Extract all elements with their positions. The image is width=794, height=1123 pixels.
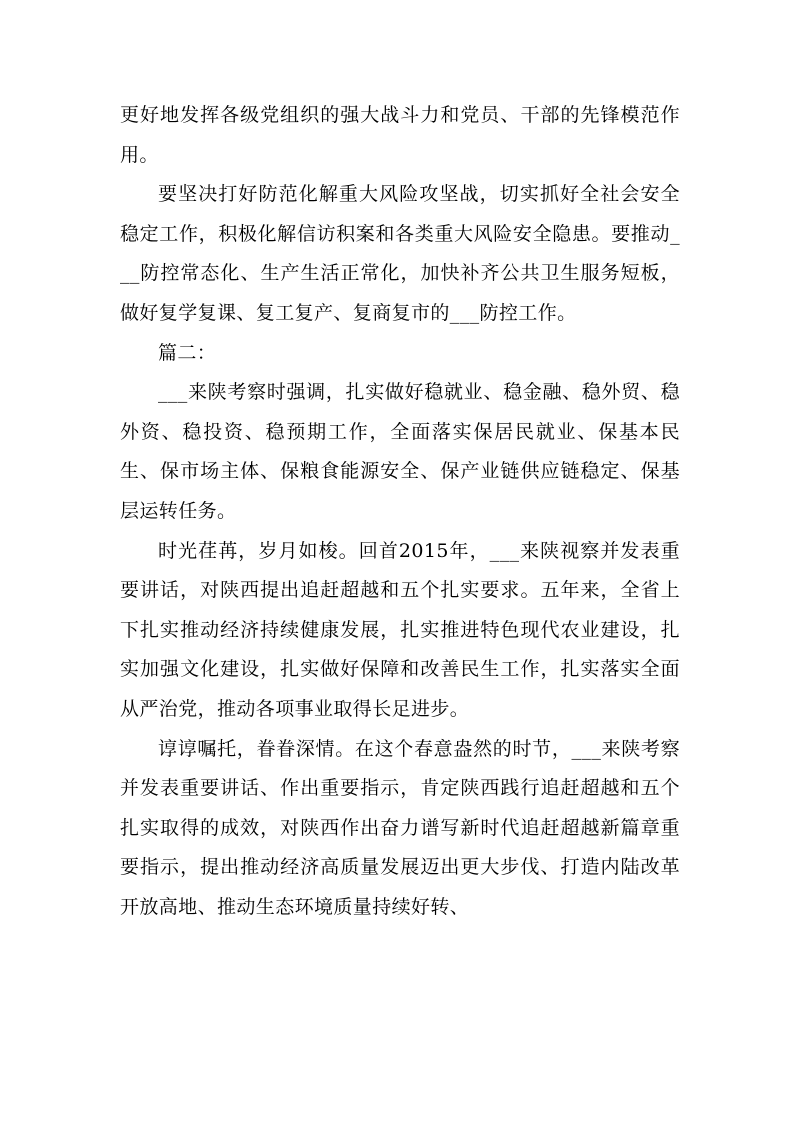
paragraph-continuation: 更好地发挥各级党组织的强大战斗力和党员、干部的先锋模范作用。	[120, 104, 680, 166]
paragraph-five-years-review: 时光荏苒，岁月如梭。回首2015年，___来陕视察并发表重要讲话，对陕西提出追赶超越和五个扎实要求。五年来，全省上下扎实推动经济持续健康发展，扎实推进特色现代农业建设，扎实加强文化建设，扎实做好保障和改善民生工作，扎实落实全面从严治党，推动各项事业取得长足进步。	[120, 539, 680, 720]
paragraph-risk-prevention: 要坚决打好防范化解重大风险攻坚战，切实抓好全社会安全稳定工作，积极化解信访积案和各类重大风险安全隐患。要推动___防控常态化、生产生活正常化，加快补齐公共卫生服务短板，做好复学复课、复工复产、复商复市的___防控工作。	[120, 183, 680, 324]
document-body	[120, 96, 680, 927]
paragraph-instructions: 谆谆嘱托，眷眷深情。在这个春意盎然的时节，___来陕考察并发表重要讲话、作出重要指示，肯定陕西践行追赶超越和五个扎实取得的成效，对陕西作出奋力谱写新时代追赶超越新篇章重要指示，提出推动经济高质量发展迈出更大步伐、打造内陆改革开放高地、推动生态环境质量持续好转、	[120, 737, 680, 918]
paragraph-six-stabilities: ___来陕考察时强调，扎实做好稳就业、稳金融、稳外贸、稳外资、稳投资、稳预期工作，全面落实保居民就业、保基本民生、保市场主体、保粮食能源安全、保产业链供应链稳定、保基层运转任务。	[120, 381, 680, 522]
section-heading-part-two: 篇二：	[158, 341, 217, 364]
